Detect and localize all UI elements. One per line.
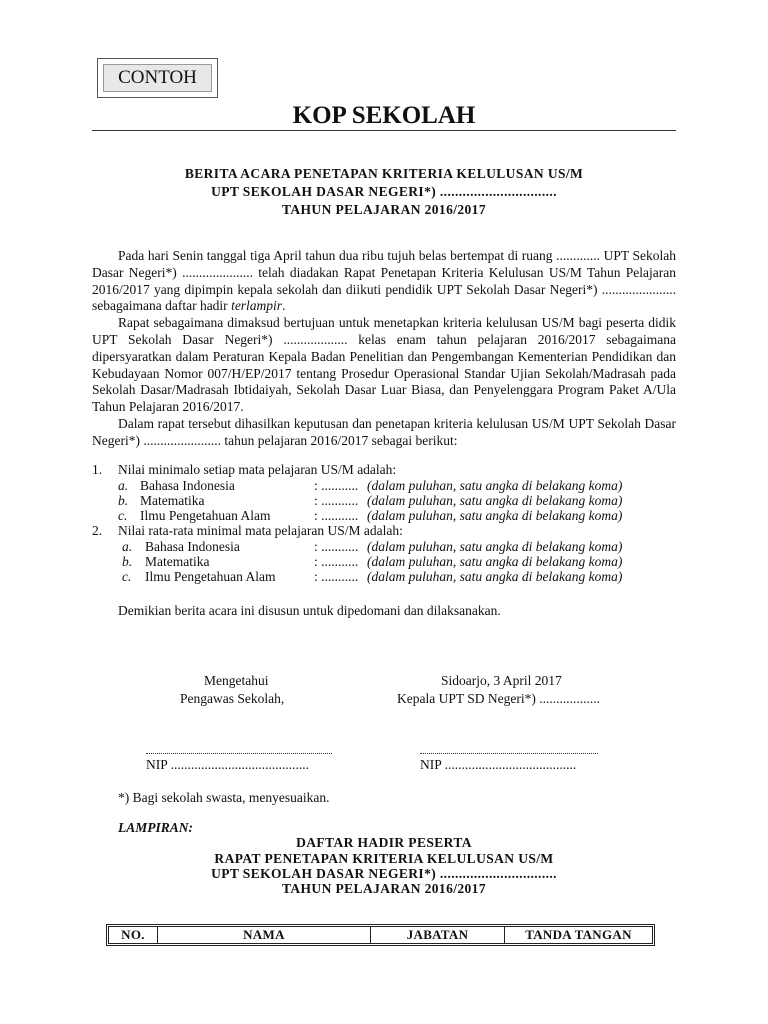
paragraph-3: Dalam rapat tersebut dihasilkan keputusan dan penetapan kriteria kelulusan US/M UPT Sekolah Dasar Negeri*) ....................... tahun pelajaran 2016/2017 sebagai berikut: [92, 415, 676, 448]
sign-right-line-2: Kepala UPT SD Negeri*) .................. [397, 691, 600, 706]
list-1-note-b: (dalam puluhan, satu angka di belakang koma) [367, 493, 623, 508]
sign-right-nip: NIP ....................................... [420, 757, 577, 772]
list-1-letter-b: b. [118, 493, 129, 508]
list-1-dots-c: : ........... [314, 508, 359, 523]
list-1-letter-a: a. [118, 478, 129, 493]
paragraph-1-text: Pada hari Senin tanggal tiga April tahun dua ribu tujuh belas bertempat di ruang ............. UPT Sekolah Dasar Negeri*) ..................... telah diadakan Rapat Penetapan Kriteria Kelulusan US/M Tahun Pelajaran 2016/2017 yang dipimpin kepala sekolah dan diikuti pendidik UPT Sekolah Dasar Negeri*) ...................... sebagaimana daftar hadir [92, 248, 676, 314]
list-2-subject-b: Matematika [145, 554, 210, 569]
doc-title-line-1: BERITA ACARA PENETAPAN KRITERIA KELULUSAN US/M [184, 166, 584, 181]
col-tanda-tangan: TANDA TANGAN [505, 927, 653, 944]
list-1-subject-b: Matematika [140, 493, 205, 508]
sign-left-line [146, 753, 332, 754]
list-heading-2: Nilai rata-rata minimal mata pelajaran US/M adalah: [118, 523, 403, 538]
contoh-stamp-text: CONTOH [118, 67, 197, 88]
letterhead-divider [92, 130, 676, 131]
col-jabatan: JABATAN [371, 927, 505, 944]
list-2-subject-a: Bahasa Indonesia [145, 539, 240, 554]
list-number-2: 2. [92, 523, 103, 538]
paragraph-1-end: . [282, 298, 286, 314]
attendance-table-header [109, 927, 653, 944]
paragraph-1-italic: terlampir [231, 298, 283, 314]
list-1-subject-a: Bahasa Indonesia [140, 478, 235, 493]
sign-left-nip: NIP ......................................... [146, 757, 310, 772]
list-1-dots-a: : ........... [314, 478, 359, 493]
attachment-title-3: UPT SEKOLAH DASAR NEGERI*) ............................... [211, 866, 557, 881]
attachment-title-2: RAPAT PENETAPAN KRITERIA KELULUSAN US/M [214, 851, 554, 866]
list-2-dots-b: : ........... [314, 554, 359, 569]
paragraph-1 [92, 248, 676, 315]
list-2-dots-a: : ........... [314, 539, 359, 554]
list-2-letter-b: b. [122, 554, 133, 569]
list-2-letter-c: c. [122, 569, 132, 584]
doc-title-line-3: TAHUN PELAJARAN 2016/2017 [281, 202, 486, 217]
paragraph-2: Rapat sebagaimana dimaksud bertujuan untuk menetapkan kriteria kelulusan US/M bagi peserta didik UPT Sekolah Dasar Negeri*) ................... kelas enam tahun pelajaran 2016/2017 sebagaimana dipersyaratkan dalam Peraturan Kepala Badan Penelitian dan Pengembangan Kementerian Pendidikan dan Kebudayaan Nomor 007/H/EP/2017 tentang Prosedur Operasional Standar Ujian Sekolah/Madrasah pada Sekolah Dasar/Madrasah Ibtidaiyah, Sekolah Dasar Luar Biasa, dan Penyelenggara Program Paket A/Ula Tahun Pelajaran 2016/2017. [92, 315, 676, 415]
contoh-stamp-inner [103, 64, 212, 92]
sign-left-line-1: Mengetahui [204, 673, 269, 688]
sign-right-line-1: Sidoarjo, 3 April 2017 [441, 673, 562, 688]
closing-sentence: Demikian berita acara ini disusun untuk dipedomani dan dilaksanakan. [118, 603, 501, 618]
attendance-table [108, 926, 653, 944]
list-2-note-a: (dalam puluhan, satu angka di belakang koma) [367, 539, 623, 554]
list-1-note-c: (dalam puluhan, satu angka di belakang koma) [367, 508, 623, 523]
attachment-label: LAMPIRAN: [118, 820, 194, 835]
attachment-title-4: TAHUN PELAJARAN 2016/2017 [281, 881, 486, 896]
list-1-dots-b: : ........... [314, 493, 359, 508]
list-2-subject-c: Ilmu Pengetahuan Alam [145, 569, 276, 584]
list-2-letter-a: a. [122, 539, 133, 554]
body-paragraphs [92, 248, 676, 450]
list-1-subject-c: Ilmu Pengetahuan Alam [140, 508, 271, 523]
list-1-letter-c: c. [118, 508, 128, 523]
footnote: *) Bagi sekolah swasta, menyesuaikan. [118, 790, 330, 805]
letterhead-title: KOP SEKOLAH [292, 102, 476, 129]
list-2-dots-c: : ........... [314, 569, 359, 584]
sign-right-line [420, 753, 598, 754]
list-heading-1: Nilai minimalo setiap mata pelajaran US/M adalah: [118, 462, 397, 477]
contoh-stamp [97, 58, 218, 98]
list-2-note-c: (dalam puluhan, satu angka di belakang koma) [367, 569, 623, 584]
col-no: NO. [109, 927, 158, 944]
list-1-note-a: (dalam puluhan, satu angka di belakang koma) [367, 478, 623, 493]
col-nama: NAMA [158, 927, 371, 944]
sign-left-line-2: Pengawas Sekolah, [180, 691, 285, 706]
doc-title-line-2: UPT SEKOLAH DASAR NEGERI*) ............................... [211, 184, 557, 199]
list-number-1: 1. [92, 462, 103, 477]
list-2-note-b: (dalam puluhan, satu angka di belakang koma) [367, 554, 623, 569]
attachment-title-1: DAFTAR HADIR PESERTA [296, 835, 472, 850]
